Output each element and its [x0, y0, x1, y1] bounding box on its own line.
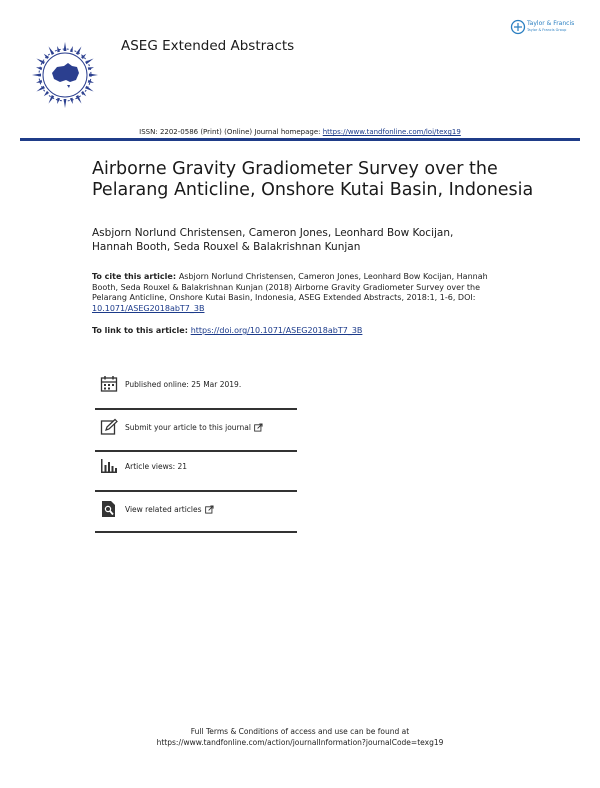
footer — [0, 726, 600, 748]
citation-block — [92, 272, 522, 314]
footer-terms-text: Full Terms & Conditions of access and use can be found at — [190, 727, 410, 736]
article-title-line: Airborne Gravity Gradiometer Survey over the — [92, 159, 498, 179]
article-url-link[interactable]: https://doi.org/10.1071/ASEG2018abT7_3B — [190, 326, 363, 335]
cite-text: Asbjorn Norlund Christensen, Cameron Jones, Leonhard Bow Kocijan, Hannah — [178, 272, 488, 281]
calendar-icon — [100, 375, 118, 393]
doi-link[interactable]: 10.1071/ASEG2018abT7_3B — [92, 303, 205, 313]
issn-text: ISSN: 2202-0586 (Print) (Online) Journal homepage: — [139, 128, 323, 136]
issn-line — [0, 128, 600, 136]
related-articles-row[interactable] — [100, 498, 297, 520]
document-search-icon — [100, 500, 118, 518]
published-online-row — [100, 373, 297, 395]
publisher-logo-name: Taylor & Francis — [527, 20, 575, 27]
submit-article-link[interactable]: Submit your article to this journal — [125, 422, 251, 432]
divider — [95, 531, 297, 533]
related-articles-link[interactable]: View related articles — [125, 504, 202, 514]
article-views-row — [100, 455, 297, 477]
authors-line: Asbjorn Norlund Christensen, Cameron Jones, Leonhard Bow Kocijan, — [92, 227, 454, 239]
external-link-icon — [254, 423, 263, 432]
footer-terms-link[interactable]: https://www.tandfonline.com/action/journalInformation?journalCode=texg19 — [156, 738, 444, 747]
submit-article-row[interactable] — [100, 416, 297, 438]
divider — [95, 450, 297, 452]
publisher-logo-group: Taylor & Francis Group — [527, 28, 567, 32]
cite-label: To cite this article: — [92, 272, 179, 281]
header-rule — [20, 138, 580, 141]
cite-text: Booth, Seda Rouxel & Balakrishnan Kunjan (2018) Airborne Gravity Gradiometer Survey over the — [92, 282, 481, 292]
divider — [95, 408, 297, 410]
journal-title: ASEG Extended Abstracts — [121, 38, 295, 54]
divider — [95, 490, 297, 492]
published-online-text: Published online: 25 Mar 2019. — [125, 379, 242, 389]
link-label: To link to this article: — [92, 326, 191, 335]
publisher-logo[interactable] — [510, 17, 584, 37]
bar-chart-icon — [100, 457, 118, 475]
article-title-line: Pelarang Anticline, Onshore Kutai Basin, Indonesia — [92, 180, 534, 200]
cite-text: Pelarang Anticline, Onshore Kutai Basin, Indonesia, ASEG Extended Abstracts, 2018:1, 1-6, DOI: — [92, 293, 476, 302]
edit-icon — [100, 418, 118, 436]
journal-homepage-link[interactable]: https://www.tandfonline.com/loi/texg19 — [322, 128, 461, 136]
link-to-article — [92, 326, 362, 335]
article-views-text: Article views: 21 — [125, 461, 188, 471]
article-title — [92, 159, 562, 201]
aseg-logo — [30, 40, 100, 110]
authors — [92, 227, 562, 254]
external-link-icon — [205, 505, 214, 514]
authors-line: Hannah Booth, Seda Rouxel & Balakrishnan Kunjan — [92, 240, 361, 253]
